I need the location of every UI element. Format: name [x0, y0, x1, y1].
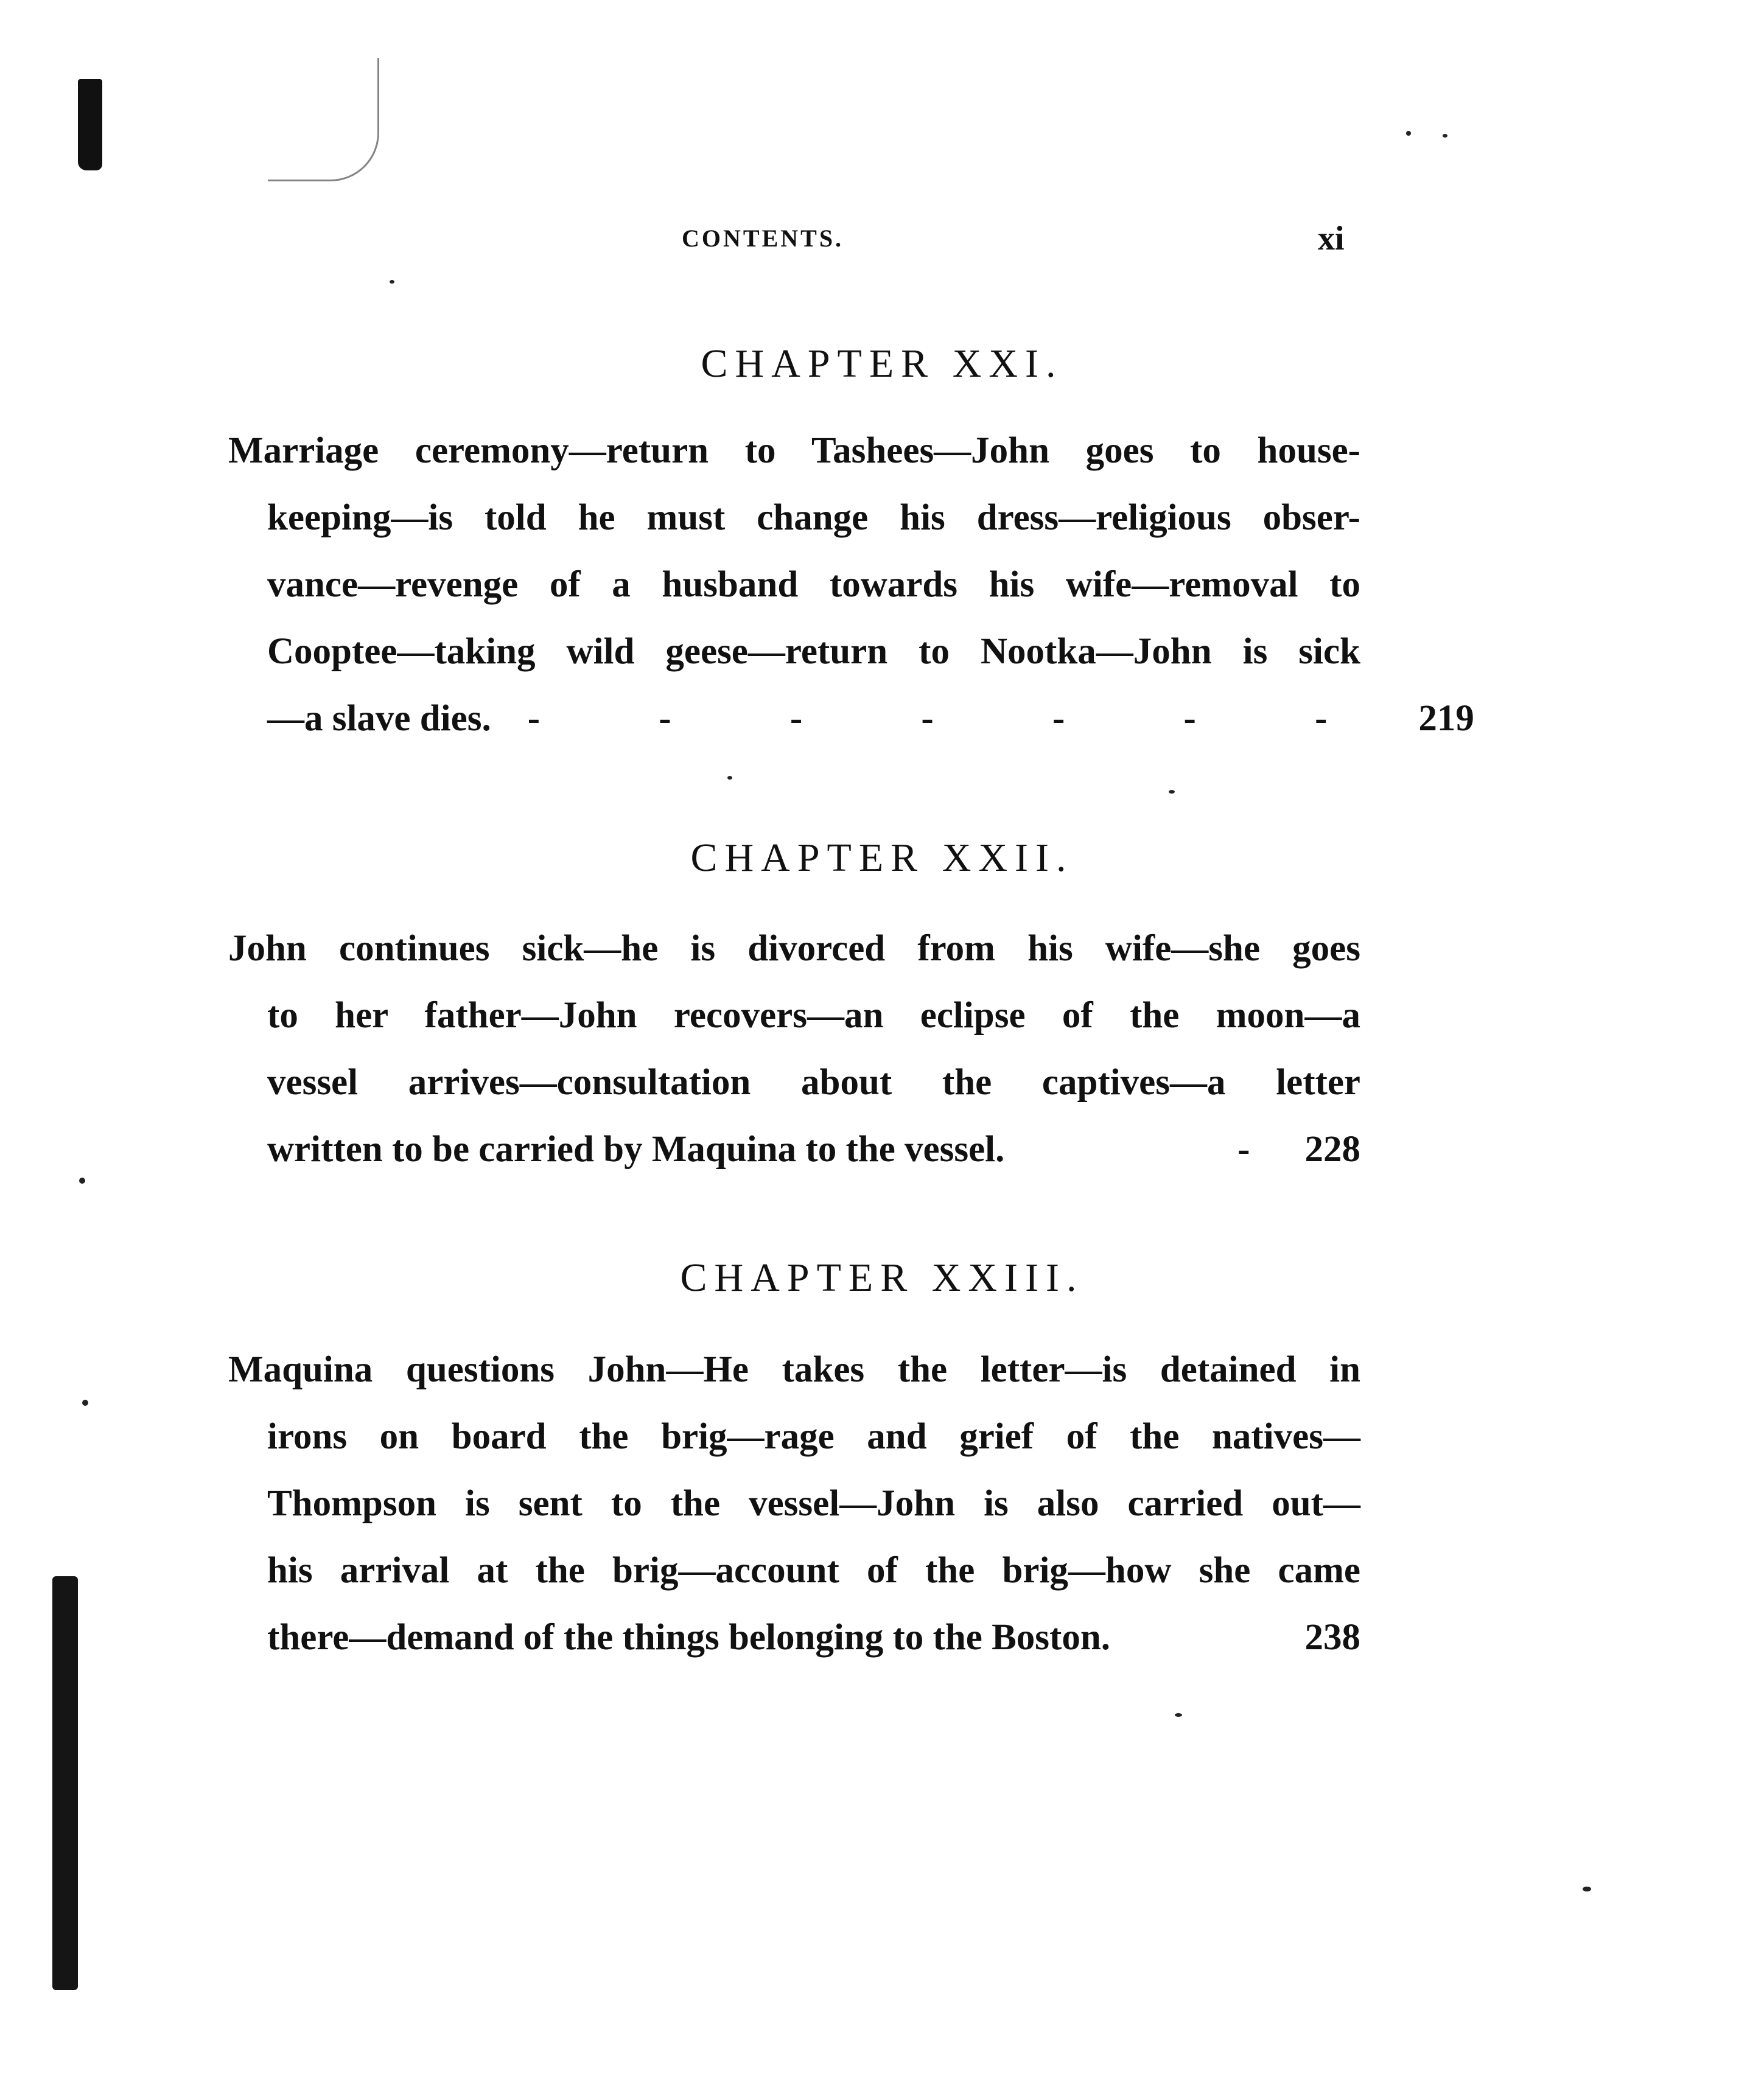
running-head: CONTENTS.	[682, 225, 844, 252]
dot-leader: -	[1237, 1129, 1250, 1170]
dot-leader: - - - - - - -	[527, 698, 1382, 739]
scan-edge-shadow	[52, 1576, 78, 1990]
chapter-heading: CHAPTER XXII.	[690, 836, 1074, 880]
summary-line: irons on board the brig—rage and grief of the natives—	[267, 1416, 1360, 1457]
scan-smudge	[78, 79, 102, 170]
chapter-summary	[228, 915, 1360, 1183]
summary-line: to her father—John recovers—an eclipse of the moon—a	[267, 995, 1360, 1036]
scan-stray-mark	[268, 58, 379, 181]
summary-line: vessel arrives—consultation about the captives—a letter	[267, 1062, 1360, 1103]
chapter-heading: CHAPTER XXI.	[701, 341, 1063, 386]
speck	[82, 1400, 88, 1406]
page-reference: 238	[1304, 1617, 1360, 1658]
page-reference: 228	[1304, 1129, 1360, 1170]
speck	[79, 1178, 85, 1184]
speck	[390, 280, 394, 284]
summary-line: Thompson is sent to the vessel—John is also carried out—	[267, 1483, 1360, 1524]
summary-line: Marriage ceremony—return to Tashees—John goes to house-	[228, 430, 1360, 471]
summary-line-text: there—demand of the things belonging to the Boston.	[267, 1617, 1111, 1658]
summary-last-line	[228, 1116, 1360, 1183]
chapter-summary	[228, 417, 1474, 752]
chapter-summary	[228, 1336, 1360, 1671]
summary-line: Cooptee—taking wild geese—return to Nootka—John is sick	[267, 631, 1360, 672]
summary-line-text: written to be carried by Maquina to the vessel.	[267, 1129, 1005, 1170]
summary-line: his arrival at the brig—account of the brig—how she came	[267, 1550, 1360, 1591]
page-reference: 219	[1418, 698, 1474, 739]
speck	[1175, 1713, 1182, 1717]
summary-line-text: —a slave dies.	[267, 698, 491, 739]
speck	[1406, 131, 1411, 136]
summary-line: vance—revenge of a husband towards his wife—removal to	[267, 564, 1360, 605]
speck	[727, 776, 732, 780]
summary-last-line	[228, 685, 1474, 752]
summary-line: Maquina questions John—He takes the letter—is detained in	[228, 1349, 1360, 1390]
page-number: xi	[1318, 220, 1345, 257]
chapter-heading: CHAPTER XXIII.	[680, 1256, 1084, 1300]
summary-line: John continues sick—he is divorced from his wife—she goes	[228, 928, 1360, 969]
speck	[1169, 790, 1175, 794]
summary-line: keeping—is told he must change his dress—religious obser-	[267, 497, 1360, 538]
speck	[1443, 134, 1447, 138]
speck	[1583, 1887, 1591, 1891]
summary-last-line	[228, 1604, 1360, 1671]
